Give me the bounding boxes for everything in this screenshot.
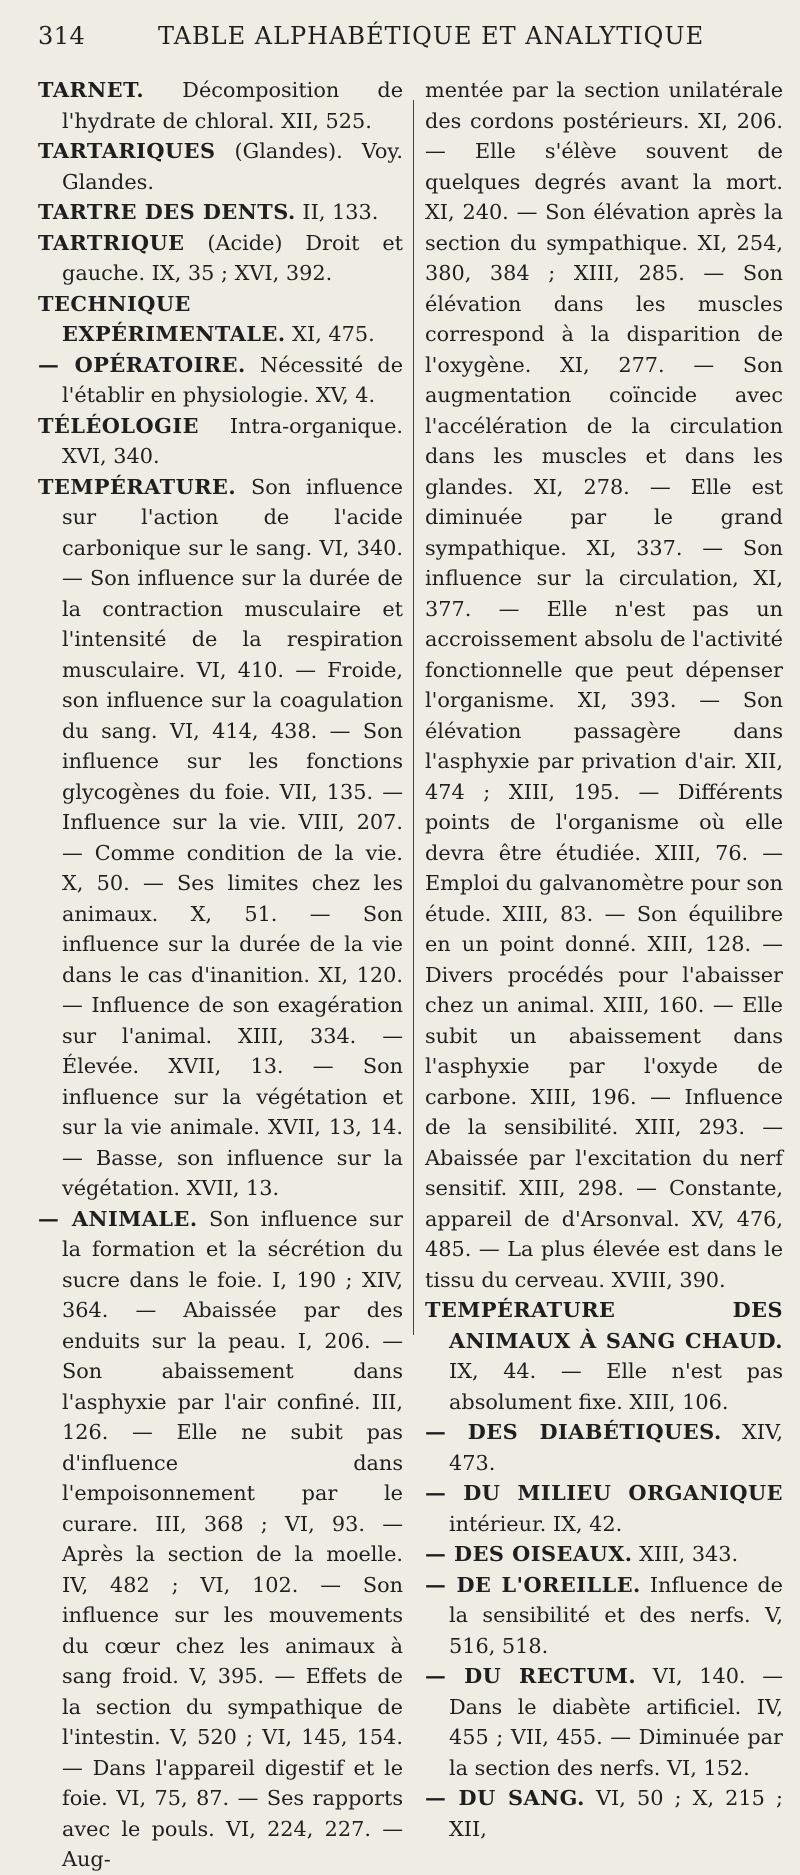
index-entry [425, 1570, 783, 1662]
entry-text: VI, 50 ; X, 215 ; XII, [449, 1786, 783, 1841]
index-entry [425, 1783, 783, 1844]
index-entry [38, 75, 403, 136]
entry-heading: — DU RECTUM. [425, 1663, 637, 1688]
right-column [425, 75, 783, 1844]
index-entry [38, 197, 403, 228]
entry-text: VI, 140. — Dans le diabète artificiel. IV, 455 ; VII, 455. — Diminuée par la section des nerfs. VI, 152. [449, 1664, 783, 1780]
entry-text: Son influence sur la formation et la sécrétion du sucre dans le foie. I, 190 ; XIV, 364. — Abaissée par des enduits sur la peau. I, 206. — Son abaissement dans l'asphyxie par l'air confiné. III, 126. — Elle ne subit pas d'influence dans l'empoisonnement par le curare. III, 368 ; VI, 93. — Après la section de la moelle. IV, 482 ; VI, 102. — Son influence sur les mouvements du cœur chez les animaux à sang froid. V, 395. — Effets de la section du sympathique de l'intestin. V, 520 ; VI, 145, 154. — Dans l'appareil digestif et le foie. VI, 75, 87. — Ses rapports avec le pouls. VI, 224, 227. — Aug- [62, 1206, 403, 1871]
entry-text: XIV, 473. [449, 1420, 783, 1475]
index-entry-continued [425, 75, 783, 1295]
entry-text: XI, 475. [285, 322, 375, 346]
index-entry [38, 1204, 403, 1875]
index-entry [38, 136, 403, 197]
page-header [38, 22, 768, 56]
index-entry [425, 1478, 783, 1539]
entry-text: intérieur. IX, 42. [449, 1511, 623, 1536]
index-entry [38, 411, 403, 472]
entry-heading: — DES DIABÉTIQUES. [425, 1419, 722, 1444]
left-column [38, 75, 403, 1875]
index-entry [38, 289, 403, 350]
entry-heading: TÉLÉOLOGIE [38, 412, 199, 438]
entry-heading: TARTRE DES DENTS. [38, 199, 296, 224]
entry-text: IX, 44. — Elle n'est pas absolument fixe. XIII, 106. [449, 1359, 783, 1414]
entry-text: Son influence sur l'action de l'acide carbonique sur le sang. VI, 340. — Son influence sur la durée de la contraction musculaire et l'intensité de la respiration musculaire. VI, 410. — Froide, son influence sur la coagulation du sang. VI, 414, 438. — Son influence sur les fonctions glycogènes du foie. VII, 135. — Influence sur la vie. VIII, 207. — Comme condition de la vie. X, 50. — Ses limites chez les animaux. X, 51. — Son influence sur la durée de la vie dans le cas d'inanition. XI, 120. — Influence de son exagération sur l'animal. XIII, 334. — Élevée. XVII, 13. — Son influence sur la végétation et sur la vie animale. XVII, 13, 14. — Basse, son influence sur la végétation. XVII, 13. [62, 474, 403, 1200]
index-entry [425, 1295, 783, 1417]
entry-text: Nécessité de l'établir en physiologie. XV, 4. [62, 352, 403, 407]
entry-text: mentée par la section unilatérale des cordons postérieurs. XI, 206. — Elle s'élève souvent de quelques degrés avant la mort. XI, 240. — Son élévation après la section du sympathique. XI, 254, 380, 384 ; XIII, 285. — Son élévation dans les muscles correspond à la disparition de l'oxygène. XI, 277. — Son augmentation coïncide avec l'accélération de la circulation dans les muscles et dans les glandes. XI, 278. — Elle est diminuée par le grand sympathique. XI, 337. — Son influence sur la circulation, XI, 377. — Elle n'est pas un accroissement absolu de l'activité fonctionnelle que peut dépenser l'organisme. XI, 393. — Son élévation passagère dans l'asphyxie par privation d'air. XII, 474 ; XIII, 195. — Différents points de l'organisme où elle devra être étudiée. XIII, 76. — Emploi du galvanomètre pour son étude. XIII, 83. — Son équilibre en un point donné. XIII, 128. — Divers procédés pour l'abaisser chez un animal. XIII, 160. — Elle subit un abaissement dans l'asphyxie par l'oxyde de carbone. XIII, 196. — Influence de la sensibilité. XIII, 293. — Abaissée par l'excitation du nerf sensitif. XIII, 298. — Constante, appareil de d'Arsonval. XV, 476, 485. — La plus élevée est dans le tissu du cerveau. XVIII, 390. [425, 78, 784, 1292]
entry-text: (Glandes). Voy. Glandes. [62, 139, 403, 194]
entry-heading: — OPÉRATOIRE. [38, 351, 246, 377]
index-entry [425, 1539, 783, 1570]
index-entry [425, 1661, 783, 1783]
entry-heading: TARTARIQUES [38, 138, 216, 163]
entry-text: (Acide) Droit et gauche. IX, 35 ; XVI, 392. [62, 230, 403, 285]
entry-text: Influence de la sensibilité et des nerfs. V, 516, 518. [449, 1572, 783, 1658]
index-entry [38, 350, 403, 411]
running-title: TABLE ALPHABÉTIQUE ET ANALYTIQUE [158, 22, 705, 50]
page-number: 314 [38, 22, 86, 50]
entry-heading: — ANIMALE. [38, 1205, 198, 1231]
entry-heading: TEMPÉRATURE DES ANIMAUX À SANG CHAUD. [425, 1297, 783, 1353]
entry-text: Intra-organique. XVI, 340. [62, 413, 403, 468]
entry-heading: — DES OISEAUX. [425, 1541, 633, 1566]
entry-text: XIII, 343. [632, 1542, 739, 1566]
index-entry [38, 472, 403, 1204]
index-entry [425, 1417, 783, 1478]
entry-heading: TEMPÉRATURE. [38, 473, 237, 499]
entry-text: II, 133. [295, 200, 379, 224]
entry-heading: TARTRIQUE [38, 229, 185, 255]
entry-text: Décomposition de l'hydrate de chloral. XII, 525. [62, 78, 403, 133]
index-entry [38, 228, 403, 289]
entry-heading: — DE L'OREILLE. [425, 1571, 641, 1597]
entry-heading: TARNET. [38, 77, 145, 102]
column-divider [413, 100, 414, 1335]
entry-heading: TECHNIQUE EXPÉRIMENTALE. [38, 290, 286, 346]
entry-heading: — DU SANG. [425, 1785, 585, 1810]
entry-heading: — DU MILIEU ORGANIQUE [425, 1480, 783, 1505]
